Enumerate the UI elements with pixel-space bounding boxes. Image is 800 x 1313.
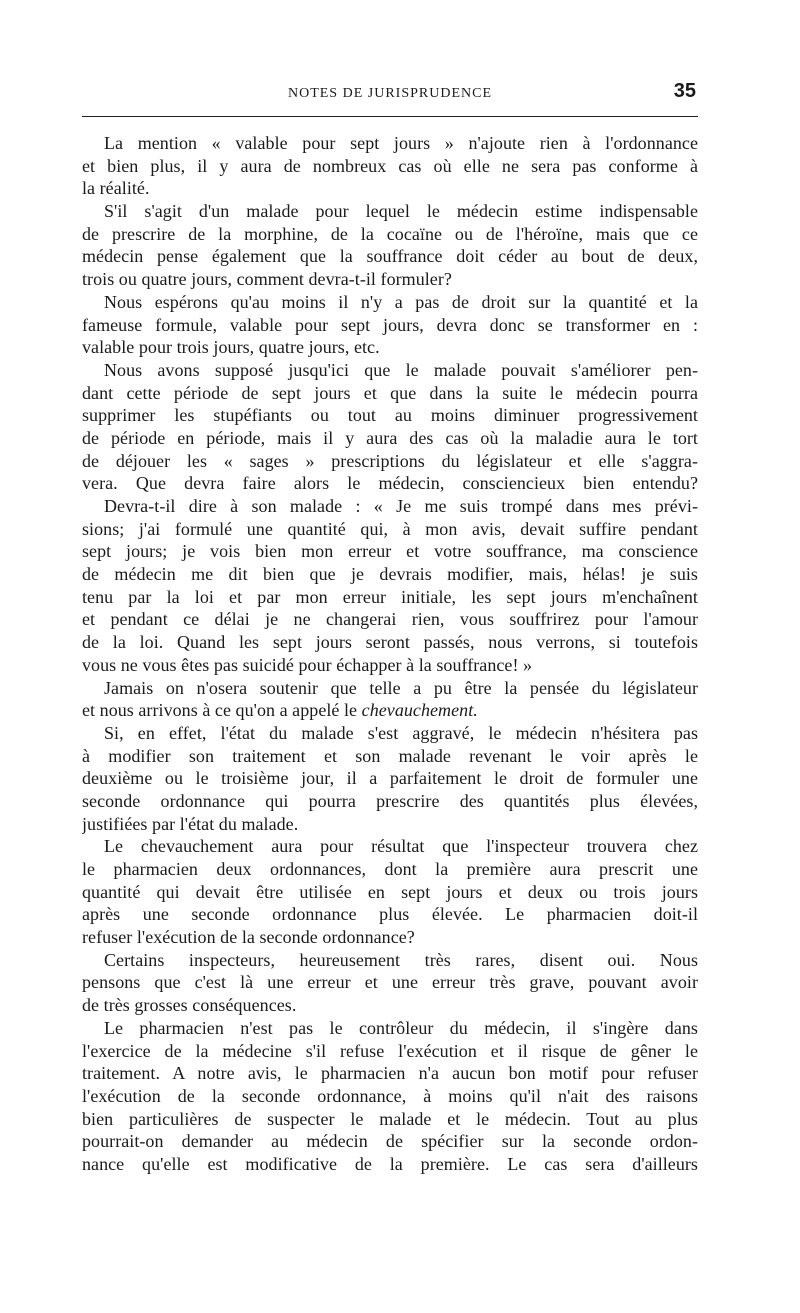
running-head: [82, 82, 698, 110]
text-line: l'exécution de la seconde ordonnance, à moins qu'il n'ait des raisons: [82, 1085, 698, 1106]
text-line: supprimer les stupéfiants ou tout au moins diminuer progressivement: [82, 405, 698, 426]
text-line: vera. Que devra faire alors le médecin, consciencieux bien entendu?: [82, 473, 698, 494]
text-line: refuser l'exécution de la seconde ordonnance?: [82, 927, 415, 948]
text-line: pensons que c'est là une erreur et une erreur très grave, pouvant avoir: [82, 972, 698, 993]
text-line: de période en période, mais il y aura des cas où la maladie aura le tort: [82, 427, 698, 448]
text-line: la réalité.: [82, 178, 150, 199]
header-rule: [82, 116, 698, 117]
text-line: [82, 699, 698, 722]
text-line: Jamais on n'osera soutenir que telle a pu être la pensée du législateur: [104, 677, 698, 698]
book-page: [82, 0, 698, 1313]
text-line: de la loi. Quand les sept jours seront passés, nous verrons, si toutefois: [82, 632, 698, 653]
text-line: seconde ordonnance qui pourra prescrire des quantités plus élevées,: [82, 790, 698, 811]
text-line: S'il s'agit d'un malade pour lequel le médecin estime indispensable: [104, 201, 698, 222]
text-line: Devra-t-il dire à son malade : « Je me suis trompé dans mes prévi-: [104, 496, 698, 516]
text-line: de médecin me dit bien que je devrais modifier, mais, hélas! je suis: [82, 564, 698, 585]
page-number: 35: [673, 80, 696, 102]
text-line: après une seconde ordonnance plus élevée. Le pharmacien doit-il: [82, 904, 698, 925]
italic-term: chevauchement.: [361, 700, 478, 721]
text-line: justifiées par l'état du malade.: [82, 813, 299, 834]
text-line: de très grosses conséquences.: [82, 995, 297, 1016]
text-line: vous ne vous êtes pas suicidé pour échapper à la souffrance! »: [82, 654, 533, 675]
text-line: Si, en effet, l'état du malade s'est aggravé, le médecin n'hésitera pas: [104, 722, 698, 743]
text-line: bien particulières de suspecter le malade et le médecin. Tout au plus: [82, 1108, 698, 1129]
text-line: sions; j'ai formulé une quantité qui, à mon avis, devait suffire pendant: [82, 518, 698, 539]
text-line: Le chevauchement aura pour résultat que l'inspecteur trouvera chez: [104, 836, 698, 857]
text-line: et pendant ce délai je ne changerai rien, vous souffrirez pour l'amour: [82, 609, 698, 630]
text-line: valable pour trois jours, quatre jours, etc.: [82, 337, 380, 358]
text-line: Le pharmacien n'est pas le contrôleur du médecin, il s'ingère dans: [104, 1017, 698, 1038]
running-title: NOTES DE JURISPRUDENCE: [287, 86, 492, 101]
text-line: quantité qui devait être utilisée en sept jours et deux ou trois jours: [82, 881, 698, 902]
body-text: [82, 132, 698, 1176]
text-line: le pharmacien deux ordonnances, dont la première aura prescrit une: [82, 859, 698, 879]
text-line: La mention « valable pour sept jours » n'ajoute rien à l'ordonnance: [104, 133, 698, 153]
text-line: de prescrire de la morphine, de la cocaïne ou de l'héroïne, mais que ce: [82, 223, 698, 244]
text-line: et bien plus, il y aura de nombreux cas où elle ne sera pas conforme à: [82, 155, 698, 176]
text-line: médecin pense également que la souffrance doit céder au bout de deux,: [82, 246, 698, 267]
text-line: l'exercice de la médecine s'il refuse l'exécution et il risque de gêner le: [82, 1040, 698, 1061]
text-line: Nous avons supposé jusqu'ici que le malade pouvait s'améliorer pen-: [104, 359, 698, 380]
text-line: Certains inspecteurs, heureusement très rares, disent oui. Nous: [104, 949, 698, 970]
text-line: trois ou quatre jours, comment devra-t-il formuler?: [82, 269, 452, 290]
text-line: pourrait-on demander au médecin de spécifier sur la seconde ordon-: [82, 1131, 698, 1152]
text-line: de déjouer les « sages » prescriptions du législateur et elle s'aggra-: [82, 450, 698, 471]
text-line: deuxième ou le troisième jour, il a parfaitement le droit de formuler une: [82, 768, 698, 789]
text-line: tenu par la loi et par mon erreur initiale, les sept jours m'enchaînent: [82, 586, 698, 607]
text-line: dant cette période de sept jours et que dans la suite le médecin pourra: [82, 382, 698, 403]
text-line: sept jours; je vois bien mon erreur et votre souffrance, ma conscience: [82, 541, 698, 562]
text-line: Nous espérons qu'au moins il n'y a pas de droit sur la quantité et la: [104, 291, 698, 312]
text-line: à modifier son traitement et son malade revenant le voir après le: [82, 745, 698, 766]
text-line: nance qu'elle est modificative de la première. Le cas sera d'ailleurs: [82, 1153, 698, 1174]
text-line: fameuse formule, valable pour sept jours, devra donc se transformer en :: [82, 314, 698, 335]
text-line-part: et nous arrivons à ce qu'on a appelé le: [82, 700, 358, 721]
text-line: traitement. A notre avis, le pharmacien n'a aucun bon motif pour refuser: [82, 1063, 698, 1084]
